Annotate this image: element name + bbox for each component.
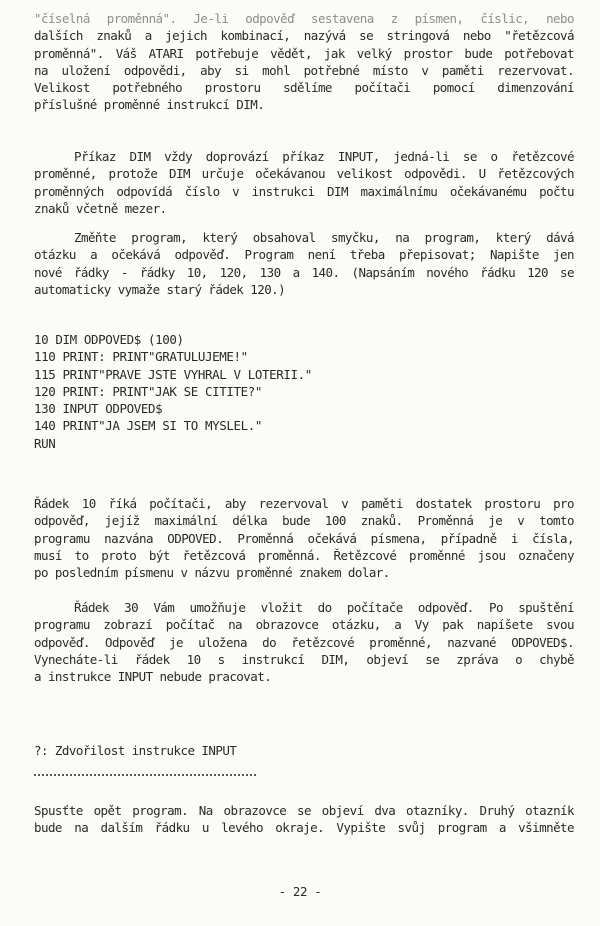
text-line: Vynecháte-li řádek 10 s instrukcí DIM, objeví se zpráva o chybě <box>34 651 574 667</box>
text-line: musí to proto být řetězcová proměnná. Řetězcové proměnné jsou označeny <box>34 547 574 563</box>
text-line: programu zobrazí počítač na obrazovce otázku, a Vy pak napíšete svou <box>34 617 574 633</box>
code-line: 10 DIM ODPOVED$ (100) <box>34 332 184 347</box>
text-line: proměnné, protože DIM určuje očekávanou velikost odpovědi. U řetězcových <box>34 166 574 182</box>
text-line: Příkaz DIM vždy doprovází příkaz INPUT, jedná-li se o řetězcové <box>74 149 574 164</box>
text-line: Řádek 30 Vám umožňuje vložit do počítače odpověď. Po spuštění <box>74 600 574 615</box>
paragraph-line-30 <box>34 599 574 685</box>
heading-underline <box>34 774 256 776</box>
text-line: proměnných odpovídá číslo v instrukci DIM maximálnímu očekávanému počtu <box>34 183 574 199</box>
text-line: Řádek 10 říká počítači, aby rezervoval v paměti dostatek prostoru pro <box>34 496 574 511</box>
paragraph-change-program <box>34 229 574 298</box>
paragraph-line-10 <box>34 495 574 581</box>
code-line: 140 PRINT"JA JSEM SI TO MYSLEL." <box>34 418 263 434</box>
text-line: Velikost potřebného prostoru sdělíme počítači pomocí dimenzování <box>34 80 574 96</box>
text-line: Změňte program, který obsahoval smyčku, na program, který dává <box>74 230 574 245</box>
text-line: odpověď, jejíž maximální délka bude 100 znaků. Proměnná je v tomto <box>34 513 574 529</box>
text-line: dalších znaků a jejich kombinací, nazývá se stringová nebo "řetězcová <box>34 28 574 44</box>
code-listing <box>34 331 574 452</box>
text-line: odpověď. Odpověď je uložena do řetězcové proměnné, nazvané ODPOVED$. <box>34 634 574 650</box>
code-line: 120 PRINT: PRINT"JAK SE CITITE?" <box>34 383 263 399</box>
text-line: znaků včetně mezer. <box>34 200 167 216</box>
page-number: - 22 - <box>278 884 322 899</box>
text-line: Spusťte opět program. Na obrazovce se objeví dva otazníky. Druhý otazník <box>34 803 574 818</box>
text-line: příslušné proměnné instrukcí DIM. <box>34 97 265 113</box>
code-line: 115 PRINT"PRAVE JSTE VYHRAL V LOTERII." <box>34 366 312 382</box>
text-line: "číselná proměnná". Je-li odpověď sestavena z písmen, číslic, nebo <box>34 11 574 26</box>
code-line: 110 PRINT: PRINT"GRATULUJEME!" <box>34 349 248 365</box>
text-line: otázku a očekává odpověď. Program není třeba přepisovat; Napište jen <box>34 247 574 263</box>
text-line: na uložení odpovědi, aby si mohl potřebné místo v paměti rezervovat. <box>34 62 574 78</box>
paragraph-dim-input <box>34 148 574 217</box>
code-line: RUN <box>34 435 56 451</box>
text-line: proměnná". Váš ATARI potřebuje vědět, jak velký prostor bude potřebovat <box>34 45 574 61</box>
paragraph-string-variables <box>34 10 574 114</box>
text-line: po posledním písmenu v názvu proměnné znakem dolar. <box>34 565 390 581</box>
text-line: a instrukce INPUT nebude pracovat. <box>34 669 272 685</box>
section-heading <box>34 742 574 759</box>
paragraph-run-again <box>34 802 574 837</box>
text-line: programu nazvána ODPOVED. Proměnná očekává písmena, případně i čísla, <box>34 530 574 546</box>
section-heading-text: ?: Zdvořilost instrukce INPUT <box>34 743 237 758</box>
code-line: 130 INPUT ODPOVED$ <box>34 401 163 417</box>
text-line: nové řádky - řádky 10, 120, 130 a 140. (Napsáním nového řádku 120 se <box>34 264 574 280</box>
text-line: bude na dalším řádku u levého okraje. Vypište svůj program a všimněte <box>34 820 574 836</box>
text-line: automaticky vymaže starý řádek 120.) <box>34 281 286 297</box>
